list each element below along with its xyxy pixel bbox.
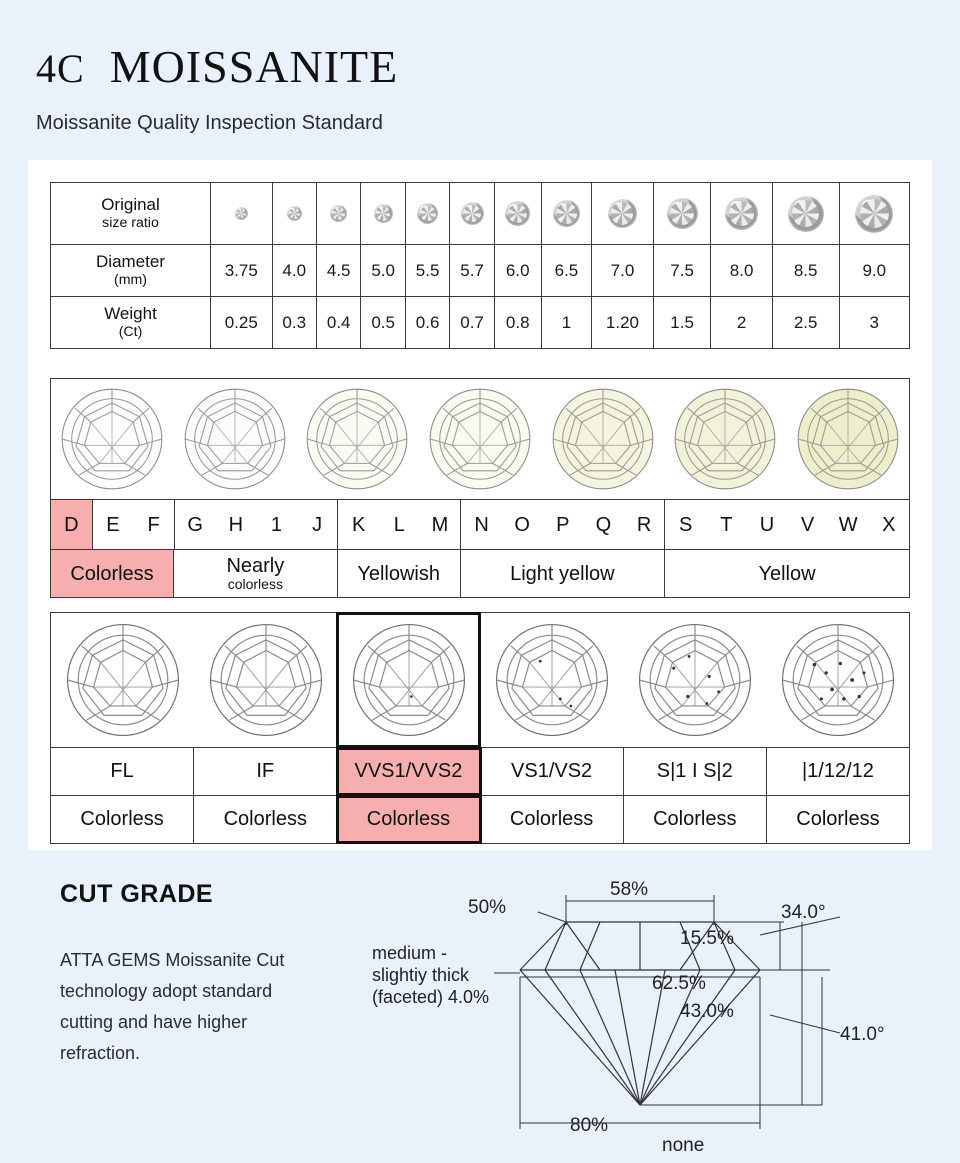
weight-cell: 1 xyxy=(541,297,592,349)
color-stone-cell xyxy=(51,386,174,492)
clarity-grade-si[interactable]: S|1 I S|2 xyxy=(624,748,767,795)
clarity-sub-vvs: Colorless xyxy=(337,796,480,843)
round-stone-icon xyxy=(855,195,893,233)
color-grade-section xyxy=(50,378,910,598)
diameter-cell: 6.5 xyxy=(541,245,592,297)
color-grade-letter-x[interactable]: X xyxy=(882,513,896,536)
brilliant-stone-icon xyxy=(304,386,410,492)
weight-cell: 0.5 xyxy=(361,297,405,349)
brilliant-stone-icon xyxy=(550,386,656,492)
diameter-cell: 5.7 xyxy=(450,245,494,297)
color-grade-letter-i[interactable]: 1 xyxy=(270,513,282,536)
color-stone-cell xyxy=(296,386,419,492)
color-grade-letter-m[interactable]: M xyxy=(420,500,462,549)
color-grade-letter-f[interactable]: F xyxy=(133,500,175,549)
clarity-sub-i: Colorless xyxy=(796,808,880,830)
cut-grade-title: CUT GRADE xyxy=(60,880,214,908)
page-title xyxy=(36,40,398,93)
label-crown-angle: 34.0° xyxy=(781,902,826,923)
clarity-stone-cell-si[interactable] xyxy=(623,613,766,747)
mini-stone-cell xyxy=(541,183,592,245)
brilliant-stone-icon xyxy=(59,386,165,492)
mini-stone-cell xyxy=(361,183,405,245)
color-stone-cell xyxy=(541,386,664,492)
clarity-stone-cell-vs[interactable] xyxy=(480,613,623,747)
table-row-diameter xyxy=(51,245,910,297)
clarity-sub-si: Colorless xyxy=(624,796,767,843)
mini-stone-cell xyxy=(711,183,772,245)
round-stone-icon xyxy=(553,200,580,227)
color-group-nearly-colorless[interactable] xyxy=(174,550,338,597)
mini-stone-cell xyxy=(772,183,839,245)
label-total-depth: 62.5% xyxy=(652,973,706,994)
clarity-sub-vs: Colorless xyxy=(481,796,624,843)
clarity-stone-cell-vvs[interactable] xyxy=(337,613,480,747)
diameter-cell: 7.0 xyxy=(592,245,654,297)
round-stone-icon xyxy=(235,207,248,220)
clarity-grade-vs[interactable]: VS1/VS2 xyxy=(481,748,624,795)
label-crown-height: 15.5% xyxy=(680,928,734,949)
clarity-grade-vvs[interactable]: VVS1/VVS2 xyxy=(337,748,480,795)
mini-stone-cell xyxy=(494,183,541,245)
color-grade-letter-v[interactable]: V xyxy=(800,513,815,536)
clarity-stone-cell-if[interactable] xyxy=(194,613,337,747)
color-group-nearly-colorless-line2: colorless xyxy=(227,576,283,593)
clarity-sub-if: Colorless xyxy=(194,796,337,843)
diameter-cell: 8.5 xyxy=(772,245,839,297)
table-row-weight xyxy=(51,297,910,349)
round-stone-icon xyxy=(287,206,302,221)
brilliant-stone-icon xyxy=(493,621,611,739)
cut-grade-description: ATTA GEMS Moissanite Cut technology adopt standard cutting and have higher refraction. xyxy=(60,950,285,1063)
diameter-cell: 4.5 xyxy=(316,245,360,297)
diamond-proportions-diagram xyxy=(370,865,950,1155)
round-stone-icon xyxy=(725,197,758,230)
color-group-yellowish[interactable]: Yellowish xyxy=(338,550,461,597)
round-stone-icon xyxy=(608,199,637,228)
clarity-sub-row xyxy=(50,796,910,844)
cut-grade-diagram xyxy=(370,865,950,1155)
mini-stone-cell xyxy=(839,183,909,245)
mini-stone-cell xyxy=(316,183,360,245)
mini-stone-cell xyxy=(450,183,494,245)
clarity-grade-fl[interactable]: FL xyxy=(51,748,194,795)
diameter-cell: 8.0 xyxy=(711,245,772,297)
color-group-yellow[interactable]: Yellow xyxy=(758,562,816,585)
weight-cell: 0.3 xyxy=(272,297,316,349)
color-grade-letter-o[interactable]: O xyxy=(514,513,530,536)
round-stone-icon xyxy=(374,204,393,223)
diameter-cell: 9.0 xyxy=(839,245,909,297)
clarity-grade-if[interactable]: IF xyxy=(194,748,337,795)
weight-cell: 0.8 xyxy=(494,297,541,349)
diameter-cell: 7.5 xyxy=(653,245,711,297)
size-table xyxy=(50,182,910,349)
color-grade-letter-s[interactable]: S xyxy=(679,513,693,536)
mini-stone-cell xyxy=(211,183,273,245)
page-title-prefix: 4C xyxy=(36,46,85,91)
clarity-grade-section xyxy=(50,612,910,844)
color-grade-letter-u[interactable]: U xyxy=(759,513,775,536)
table-row-size-ratio xyxy=(51,183,910,245)
label-table-percent: 50% xyxy=(468,897,507,918)
label-pavilion-angle: 41.0° xyxy=(840,1024,885,1045)
label-pavilion-depth: 43.0% xyxy=(680,1001,734,1022)
page-title-main: MOISSANITE xyxy=(109,41,399,92)
brilliant-stone-icon xyxy=(207,621,325,739)
weight-cell: 0.7 xyxy=(450,297,494,349)
brilliant-stone-icon xyxy=(350,621,468,739)
color-grade-letter-q[interactable]: Q xyxy=(595,513,612,536)
color-group-colorless[interactable]: Colorless xyxy=(51,550,174,597)
color-grade-letter-t[interactable]: T xyxy=(720,513,733,536)
diameter-cell: 4.0 xyxy=(272,245,316,297)
clarity-stone-cell-fl[interactable] xyxy=(51,613,194,747)
diameter-cell: 5.0 xyxy=(361,245,405,297)
clarity-grade-row xyxy=(50,748,910,796)
diameter-cell: 3.75 xyxy=(211,245,273,297)
clarity-stone-cell-i[interactable] xyxy=(766,613,909,747)
label-girdle: medium - slightiy thick (faceted) 4.0% xyxy=(372,943,490,1007)
diameter-cell: 6.0 xyxy=(494,245,541,297)
color-grade-letter-j[interactable]: J xyxy=(297,500,339,549)
weight-cell: 3 xyxy=(839,297,909,349)
round-stone-icon xyxy=(461,202,484,225)
color-stone-cell xyxy=(174,386,297,492)
brilliant-stone-icon xyxy=(427,386,533,492)
color-grade-letters-row xyxy=(50,500,910,550)
mini-stone-cell xyxy=(653,183,711,245)
weight-cell: 0.25 xyxy=(211,297,273,349)
round-stone-icon xyxy=(330,205,347,222)
color-grade-letter-e[interactable]: E xyxy=(106,513,120,536)
mini-stone-cell xyxy=(405,183,449,245)
color-grade-letter-l[interactable]: L xyxy=(393,513,405,536)
color-grade-letter-k[interactable]: K xyxy=(352,513,366,536)
brilliant-stone-icon xyxy=(636,621,754,739)
weight-cell: 1.20 xyxy=(592,297,654,349)
color-group-light-yellow[interactable]: Light yellow xyxy=(461,550,665,597)
mini-stone-cell xyxy=(272,183,316,245)
color-group-nearly-colorless-line1: Nearly xyxy=(226,555,285,578)
color-group-row xyxy=(50,550,910,598)
diameter-cell: 5.5 xyxy=(405,245,449,297)
weight-cell: 0.6 xyxy=(405,297,449,349)
clarity-stone-strip xyxy=(50,612,910,748)
color-grade-letter-d[interactable]: D xyxy=(51,500,93,549)
color-stone-cell xyxy=(664,386,787,492)
round-stone-icon xyxy=(505,201,530,226)
round-stone-icon xyxy=(417,203,438,224)
color-grade-letter-g[interactable]: G xyxy=(187,513,203,536)
color-grade-letter-h[interactable]: H xyxy=(228,513,244,536)
row-label-diameter: Diameter (mm) xyxy=(51,245,211,297)
clarity-sub-fl: Colorless xyxy=(51,796,194,843)
mini-stone-cell xyxy=(592,183,654,245)
brilliant-stone-icon xyxy=(64,621,182,739)
weight-cell: 2.5 xyxy=(772,297,839,349)
color-grade-letter-n[interactable]: N xyxy=(474,513,489,536)
brilliant-stone-icon xyxy=(795,386,901,492)
color-grade-letter-r[interactable]: R xyxy=(624,500,666,549)
round-stone-icon xyxy=(667,198,698,229)
label-crown-width: 58% xyxy=(610,879,649,900)
weight-cell: 2 xyxy=(711,297,772,349)
page-subtitle: Moissanite Quality Inspection Standard xyxy=(36,112,383,134)
round-stone-icon xyxy=(788,196,824,232)
color-stone-cell xyxy=(419,386,542,492)
color-grade-letter-w[interactable]: W xyxy=(838,513,858,536)
brilliant-stone-icon xyxy=(182,386,288,492)
label-culet: none xyxy=(662,1135,705,1155)
color-stone-cell xyxy=(786,386,909,492)
row-label-weight: Weight (Ct) xyxy=(51,297,211,349)
color-grade-letter-p[interactable]: P xyxy=(556,513,570,536)
row-label-size-ratio: Original size ratio xyxy=(51,183,211,245)
color-stone-strip xyxy=(50,378,910,500)
brilliant-stone-icon xyxy=(672,386,778,492)
weight-cell: 0.4 xyxy=(316,297,360,349)
label-lower-width: 80% xyxy=(570,1115,609,1136)
brilliant-stone-icon xyxy=(779,621,897,739)
weight-cell: 1.5 xyxy=(653,297,711,349)
clarity-grade-i[interactable]: |1/12/12 xyxy=(801,760,874,782)
